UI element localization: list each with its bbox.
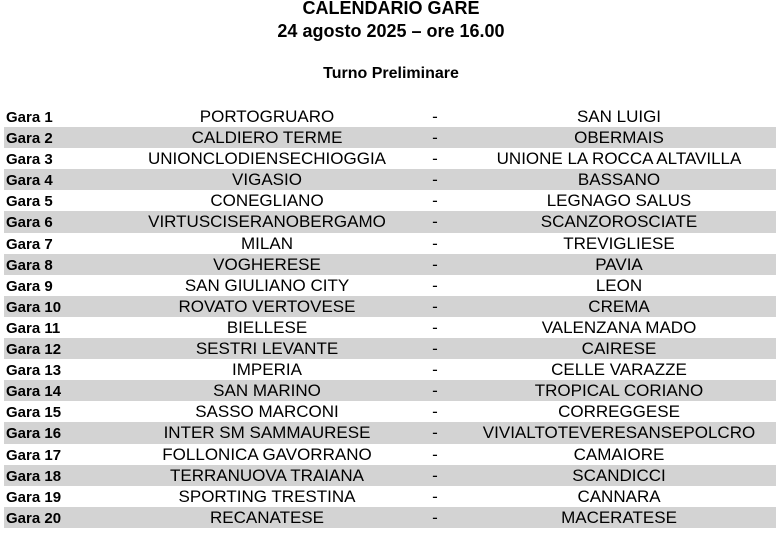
match-number: Gara 10 [6,298,62,316]
away-team: CORREGGESE [558,402,680,422]
match-separator: - [432,212,438,232]
away-team: VALENZANA MADO [541,317,697,337]
match-separator: - [432,317,438,337]
away-team: PAVIA [595,254,643,274]
match-number: Gara 5 [6,193,53,211]
home-team: SAN MARINO [213,381,321,401]
match-row [4,507,776,528]
match-number: Gara 9 [6,277,53,295]
match-row [4,359,776,380]
home-team: RECANATESE [210,507,324,527]
match-number: Gara 11 [6,319,61,337]
match-separator: - [432,507,438,527]
home-team: SAN GIULIANO CITY [184,275,350,295]
home-team: BIELLESE [226,317,308,337]
match-row [4,106,776,127]
match-number: Gara 4 [6,172,53,190]
away-team: CAIRESE [581,339,657,359]
home-team: CALDIERO TERME [191,128,343,148]
home-team: CONEGLIANO [210,191,324,211]
away-team: SAN LUIGI [576,107,662,126]
match-row [4,380,776,401]
match-separator: - [432,402,438,422]
match-row [4,211,776,232]
match-number: Gara 12 [6,341,62,359]
home-team: IMPERIA [232,360,302,380]
match-number: Gara 6 [6,214,53,232]
home-team: UNIONCLODIENSECHIOGGIA [147,149,387,169]
page-title: CALENDARIO GARE [302,0,480,18]
home-team: VIRTUSCISERANOBERGAMO [148,212,386,232]
match-number: Gara 20 [6,509,62,527]
home-team: VOGHERESE [213,254,321,274]
home-team: MILAN [241,233,293,253]
match-number: Gara 15 [6,404,62,422]
away-team: VIVIALTOTEVERESANSEPOLCRO [482,423,756,443]
away-team: CAMAIORE [573,444,665,464]
home-team: VIGASIO [232,170,302,190]
match-row [4,275,776,296]
match-row [4,317,776,338]
away-team: SCANDICCI [572,465,666,485]
match-separator: - [432,444,438,464]
match-separator: - [432,423,438,443]
match-number: Gara 16 [6,425,62,443]
match-row [4,296,776,317]
home-team: SASSO MARCONI [195,402,339,422]
away-team: UNIONE LA ROCCA ALTAVILLA [496,149,742,169]
match-row [4,254,776,275]
match-number: Gara 7 [6,235,53,253]
match-number: Gara 2 [6,130,53,148]
away-team: OBERMAIS [574,128,664,148]
away-team: CREMA [588,296,650,316]
match-number: Gara 1 [6,109,53,126]
match-separator: - [432,381,438,401]
home-team: ROVATO VERTOVESE [178,296,356,316]
match-number: Gara 19 [6,488,62,506]
home-team: FOLLONICA GAVORRANO [162,444,372,464]
match-number: Gara 3 [6,151,53,169]
match-separator: - [432,107,438,126]
match-separator: - [432,339,438,359]
match-number: Gara 13 [6,362,62,380]
away-team: LEON [595,275,643,295]
away-team: LEGNAGO SALUS [546,191,692,211]
match-number: Gara 18 [6,467,62,485]
match-row [4,486,776,507]
match-date-time: 24 agosto 2025 – ore 16.00 [277,21,505,41]
away-team: MACERATESE [561,507,677,527]
match-number: Gara 17 [6,446,62,464]
away-team: CELLE VARAZZE [551,360,687,380]
match-separator: - [432,296,438,316]
away-team: TROPICAL CORIANO [534,381,704,401]
match-row [4,401,776,422]
match-row [4,465,776,486]
away-team: CANNARA [577,486,661,506]
match-separator: - [432,486,438,506]
match-row [4,127,776,148]
match-separator: - [432,254,438,274]
match-separator: - [432,191,438,211]
match-separator: - [432,170,438,190]
round-heading: Turno Preliminare [323,65,459,82]
match-separator: - [432,233,438,253]
match-number: Gara 8 [6,256,53,274]
home-team: SESTRI LEVANTE [195,339,339,359]
home-team: PORTOGRUARO [199,107,335,126]
match-row [4,422,776,443]
home-team: INTER SM SAMMAURESE [163,423,371,443]
match-row [4,233,776,254]
matches-table [4,106,776,528]
match-number: Gara 14 [6,383,62,401]
match-separator: - [432,360,438,380]
match-separator: - [432,128,438,148]
away-team: TREVIGLIESE [563,233,675,253]
away-team: SCANZOROSCIATE [540,212,698,232]
match-row [4,444,776,465]
match-row [4,148,776,169]
match-separator: - [432,465,438,485]
match-row [4,169,776,190]
home-team: TERRANUOVA TRAIANA [170,465,364,485]
match-separator: - [432,149,438,169]
match-separator: - [432,275,438,295]
match-row [4,338,776,359]
home-team: SPORTING TRESTINA [178,486,356,506]
away-team: BASSANO [577,170,661,190]
match-row [4,190,776,211]
